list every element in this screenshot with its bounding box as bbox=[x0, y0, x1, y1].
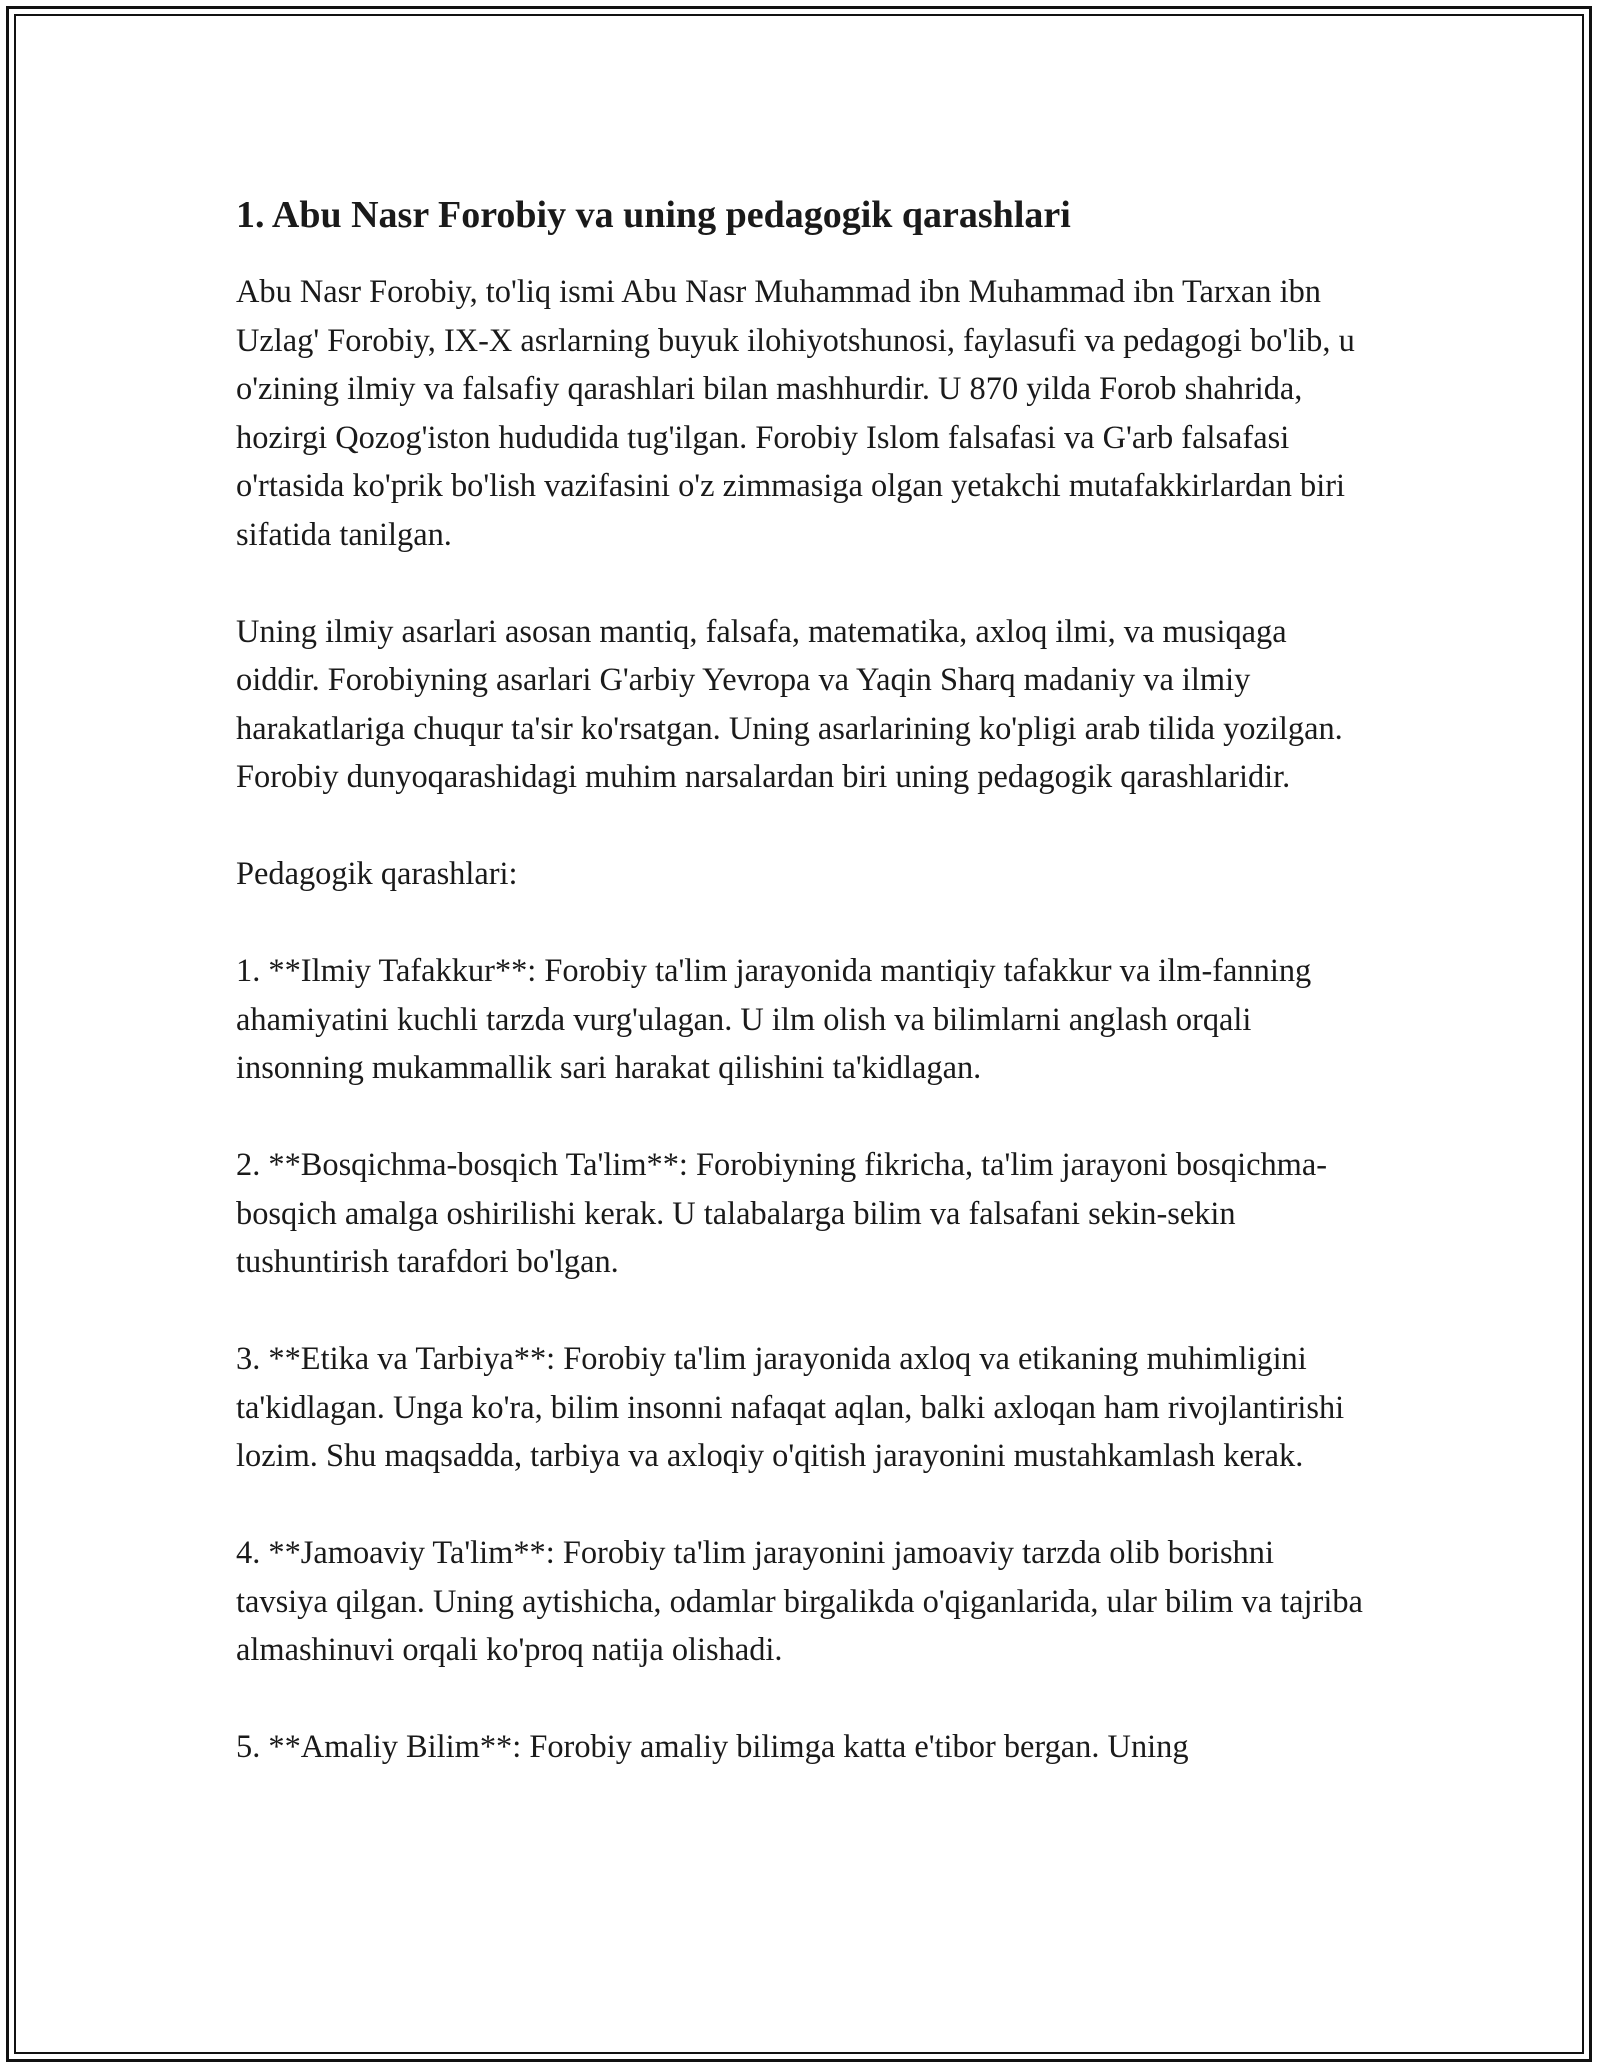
paragraph-pedagogy-heading: Pedagogik qarashlari: bbox=[236, 856, 518, 892]
document-title: 1. Abu Nasr Forobiy va uning pedagogik qarashlari bbox=[236, 194, 1071, 236]
list-item-etika-tarbiya: 3. **Etika va Tarbiya**: Forobiy ta'lim jarayonida axloq va etikaning muhimligini ta'kidlagan. Unga ko'ra, bilim insonni nafaqat aqlan, balki axloqan ham rivojlantirishi lozim. Shu maqsadda, tarbiya va axloqiy o'qitish jarayonini mustahkamlash kerak. bbox=[236, 1341, 1345, 1474]
list-item-amaliy-bilim: 5. **Amaliy Bilim**: Forobiy amaliy bilimga katta e'tibor bergan. Uning bbox=[236, 1729, 1189, 1765]
paragraph-works: Uning ilmiy asarlari asosan mantiq, falsafa, matematika, axloq ilmi, va musiqaga oiddir. Forobiyning asarlari G'arbiy Yevropa va Yaqin Sharq madaniy va ilmiy harakatlariga chuqur ta'sir ko'rsatgan. Uning asarlarining ko'pligi arab tilida yozilgan. Forobiy dunyoqarashidagi muhim narsalardan biri uning pedagogik qarashlaridir. bbox=[236, 613, 1343, 795]
list-item-bosqichma-bosqich: 2. **Bosqichma-bosqich Ta'lim**: Forobiyning fikricha, ta'lim jarayoni bosqichma-bosqich amalga oshirilishi kerak. U talabalarga bilim va falsafani sekin-sekin tushuntirish tarafdori bo'lgan. bbox=[236, 1147, 1328, 1280]
list-item-ilmiy-tafakkur: 1. **Ilmiy Tafakkur**: Forobiy ta'lim jarayonida mantiqiy tafakkur va ilm-fanning ahamiyatini kuchli tarzda vurg'ulagan. U ilm olish va bilimlarni anglash orqali insonning mukammallik sari harakat qilishini ta'kidlagan. bbox=[236, 953, 1312, 1086]
document-body bbox=[236, 186, 1366, 1820]
paragraph-biography: Abu Nasr Forobiy, to'liq ismi Abu Nasr Muhammad ibn Muhammad ibn Tarxan ibn Uzlag' Forobiy, IX-X asrlarning buyuk ilohiyotshunosi, faylasufi va pedagogi bo'lib, u o'zining ilmiy va falsafiy qarashlari bilan mashhurdir. U 870 yilda Forob shahrida, hozirgi Qozog'iston hududida tug'ilgan. Forobiy Islom falsafasi va G'arb falsafasi o'rtasida ko'prik bo'lish vazifasini o'z zimmasiga olgan yetakchi mutafakkirlardan biri sifatida tanilgan. bbox=[236, 274, 1355, 553]
list-item-jamoaviy-talim: 4. **Jamoaviy Ta'lim**: Forobiy ta'lim jarayonini jamoaviy tarzda olib borishni tavsiya qilgan. Uning aytishicha, odamlar birgalikda o'qiganlarida, ular bilim va tajriba almashinuvi orqali ko'proq natija olishadi. bbox=[236, 1535, 1363, 1668]
